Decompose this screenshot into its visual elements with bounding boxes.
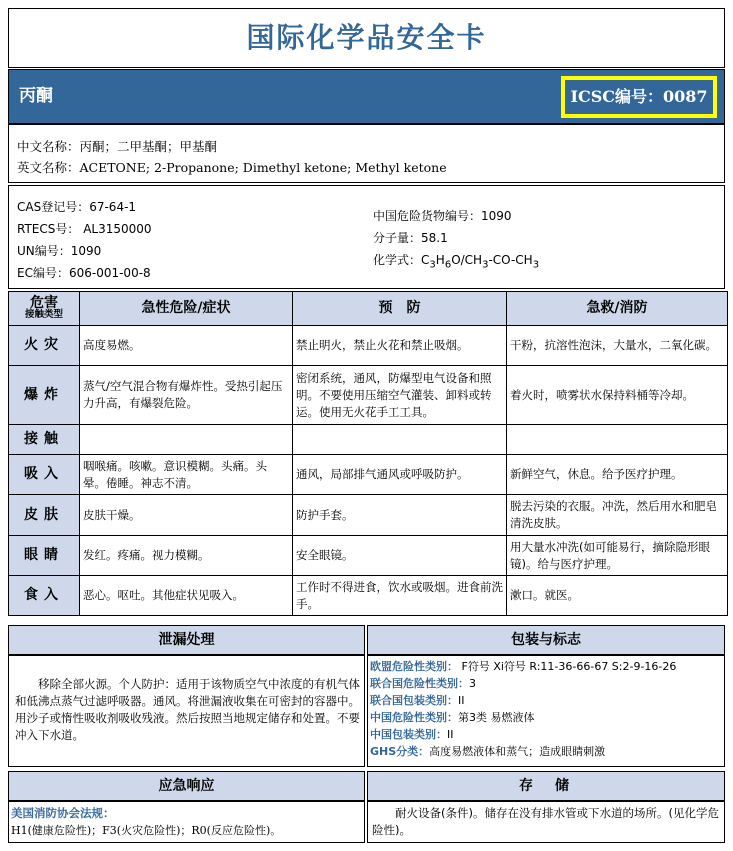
packaging-item: GHS分类：高度易燃液体和蒸气；造成眼睛刺激 bbox=[370, 745, 606, 758]
packaging-header: 包装与标志 bbox=[367, 625, 725, 655]
substance-name: 丙酮 bbox=[19, 86, 53, 106]
packaging-item: 欧盟危险性类别： F符号 Xi符号 R:11-36-66-67 S:2-9-16-26 bbox=[370, 660, 677, 673]
names-section bbox=[8, 124, 725, 183]
icsc-number-badge: ICSC编号：0087 bbox=[561, 76, 717, 118]
un-number: UN编号：1090 bbox=[17, 244, 102, 258]
header-prevention: 预 防 bbox=[293, 292, 507, 326]
table-row: 火灾 高度易燃。 禁止明火，禁止火花和禁止吸烟。 干粉，抗溶性泡沫，大量水，二氧化碳。 bbox=[9, 326, 728, 366]
header-first-aid: 急救/消防 bbox=[507, 292, 728, 326]
substance-bar bbox=[8, 69, 725, 124]
hazard-table bbox=[8, 291, 728, 616]
emergency-body bbox=[8, 801, 365, 843]
rtecs-number: RTECS号： AL3150000 bbox=[17, 222, 152, 236]
english-name: 英文名称：ACETONE; 2-Propanone; Dimethyl ketone; Methyl ketone bbox=[17, 160, 447, 175]
chemical-formula: 化学式：$C_3H_6O/CH_3-CO-CH_3$ bbox=[373, 253, 540, 271]
storage-text: 耐火设备(条件)。储存在没有排水管或下水道的场所。(见化学危险性)。 bbox=[367, 801, 725, 843]
table-row: 眼睛 发红。疼痛。视力模糊。 安全眼镜。 用大量水冲洗(如可能易行，摘除隐形眼镜)。给与医疗护理。 bbox=[9, 536, 728, 576]
molecular-weight: 分子量：58.1 bbox=[373, 231, 448, 245]
table-row: 皮肤 皮肤干燥。 防护手套。 脱去污染的衣服。冲洗，然后用水和肥皂清洗皮肤。 bbox=[9, 495, 728, 536]
packaging-item: 联合国危险性类别：3 bbox=[370, 677, 476, 690]
packaging-item: 中国危险性类别：第3类 易燃液体 bbox=[370, 711, 535, 724]
nfpa-label: 美国消防协会法规： bbox=[11, 806, 115, 820]
spill-text: 移除全部火源。个人防护：适用于该物质空气中浓度的有机气体和低沸点蒸气过滤呼吸器。通风。将泄漏液收集在可密封的容器中。用沙子或惰性吸收剂吸收残液。然后按照当地规定储存和处置。不要冲入下水道。 bbox=[8, 655, 365, 767]
nfpa-ratings: H1(健康危险性)；F3(火灾危险性)；R0(反应危险性)。 bbox=[11, 824, 282, 837]
table-row: 爆炸 蒸气/空气混合物有爆炸性。受热引起压力升高，有爆裂危险。 密闭系统，通风，防爆型电气设备和照明。不要使用压缩空气灌装、卸料或转运。使用无火花手工工具。 着火时，喷雾状水保持料桶等冷却。 bbox=[9, 366, 728, 425]
packaging-item: 中国包装类别：II bbox=[370, 728, 454, 741]
packaging-item: 联合国包装类别：II bbox=[370, 694, 465, 707]
storage-header: 存 储 bbox=[367, 771, 725, 801]
card-title: 国际化学品安全卡 bbox=[8, 8, 725, 68]
table-corner-label: 危害 接触类型 bbox=[9, 292, 80, 326]
identifiers-section bbox=[8, 185, 725, 289]
table-row: 食入 恶心。呕吐。其他症状见吸入。 工作时不得进食，饮水或吸烟。进食前洗手。 漱口。就医。 bbox=[9, 576, 728, 616]
emergency-header: 应急响应 bbox=[8, 771, 365, 801]
table-row: 接触 bbox=[9, 425, 728, 455]
ec-number: EC编号：606-001-00-8 bbox=[17, 266, 151, 280]
table-row: 吸入 咽喉痛。咳嗽。意识模糊。头痛。头晕。倦睡。神志不清。 通风，局部排气通风或呼吸防护。 新鲜空气，休息。给予医疗护理。 bbox=[9, 455, 728, 495]
cas-number: CAS登记号：67-64-1 bbox=[17, 200, 137, 214]
spill-header: 泄漏处理 bbox=[8, 625, 365, 655]
header-symptoms: 急性危险/症状 bbox=[80, 292, 293, 326]
chinese-name: 中文名称：丙酮；二甲基酮；甲基酮 bbox=[17, 139, 218, 154]
packaging-list bbox=[367, 655, 725, 767]
cn-dangerous-goods-number: 中国危险货物编号：1090 bbox=[373, 209, 512, 223]
